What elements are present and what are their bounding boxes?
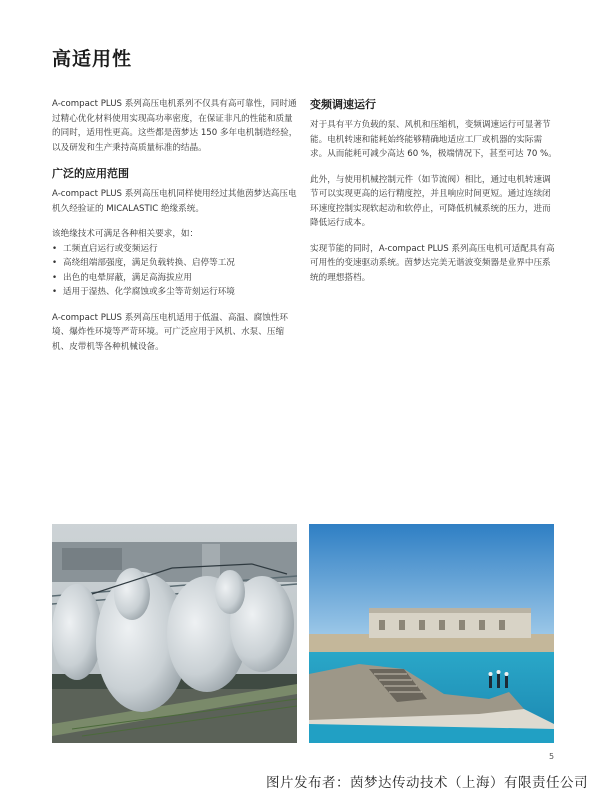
applications-heading: 广泛的应用范围 [52, 167, 129, 180]
list-item: • 适用于湿热、化学腐蚀或多尘等苛刻运行环境 [52, 285, 299, 300]
bullet-icon: • [52, 243, 58, 254]
left-column [52, 97, 299, 365]
insulation-paragraph: A-compact PLUS 系列高压电机同样使用经过其他茵梦达高压电机久经验证的 MICALASTIC 绝缘系统。 [52, 189, 297, 214]
vfd-heading: 变频调速运行 [310, 98, 376, 111]
bullet-icon: • [52, 258, 58, 268]
list-intro: 该绝缘技术可满足各种相关要求，如： [52, 229, 199, 239]
drive-system-paragraph: 实现节能的同时，A-compact PLUS 系列高压电机可适配具有高可用性的变速驱动系统。茵梦达完美无谐波变频器是业界中压系统的理想搭档。 [310, 243, 555, 283]
precision-paragraph: 此外，与使用机械控制元件（如节流阀）相比，通过电机转速调节可以实现更高的运行精度控，并且响应时间更短。通过连续闭环速度控制实现软起动和软停止，可降低机械系统的压力，进而降低运行成本。 [310, 174, 551, 228]
intro-paragraph: A-compact PLUS 系列高压电机系列不仅具有高可靠性，同时通过精心优化材料使用实现高功率密度，在保证非凡的性能和质量的同时，适用性更高。这些都是茵梦达 150 多年电机制造经验，以及研发和生产秉持高质量标准的结晶。 [52, 99, 298, 153]
page-title: 高适用性 [52, 48, 133, 70]
list-item: • 高绕组端部强度，满足负载转换、启停等工况 [52, 256, 299, 271]
bullet-icon: • [52, 272, 58, 283]
digester-tanks-photo [52, 524, 297, 743]
energy-saving-paragraph: 对于具有平方负载的泵、风机和压缩机，变频调速运行可显著节能。电机转速和能耗始终能够精确地适应工厂或机器的实际需求。从而能耗可减少高达 60 %，极端情况下，甚至可达 70 %。 [310, 120, 557, 159]
right-column [310, 97, 557, 296]
page-number: 5 [549, 752, 555, 761]
list-item: • 工频直启运行或变频运行 [52, 242, 299, 257]
list-item: • 出色的电晕屏蔽，满足高海拔应用 [52, 271, 299, 286]
requirements-list [52, 242, 299, 300]
environment-paragraph: A-compact PLUS 系列高压电机适用于低温、高温、腐蚀性环境、爆炸性环境等严苛环境。可广泛应用于风机、水泵、压缩机、皮带机等各种机械设备。 [52, 312, 288, 352]
publisher-watermark: 图片发布者：茵梦达传动技术（上海）有限责任公司 [266, 775, 588, 791]
bullet-icon: • [52, 287, 58, 297]
pumping-station-photo [309, 524, 554, 743]
